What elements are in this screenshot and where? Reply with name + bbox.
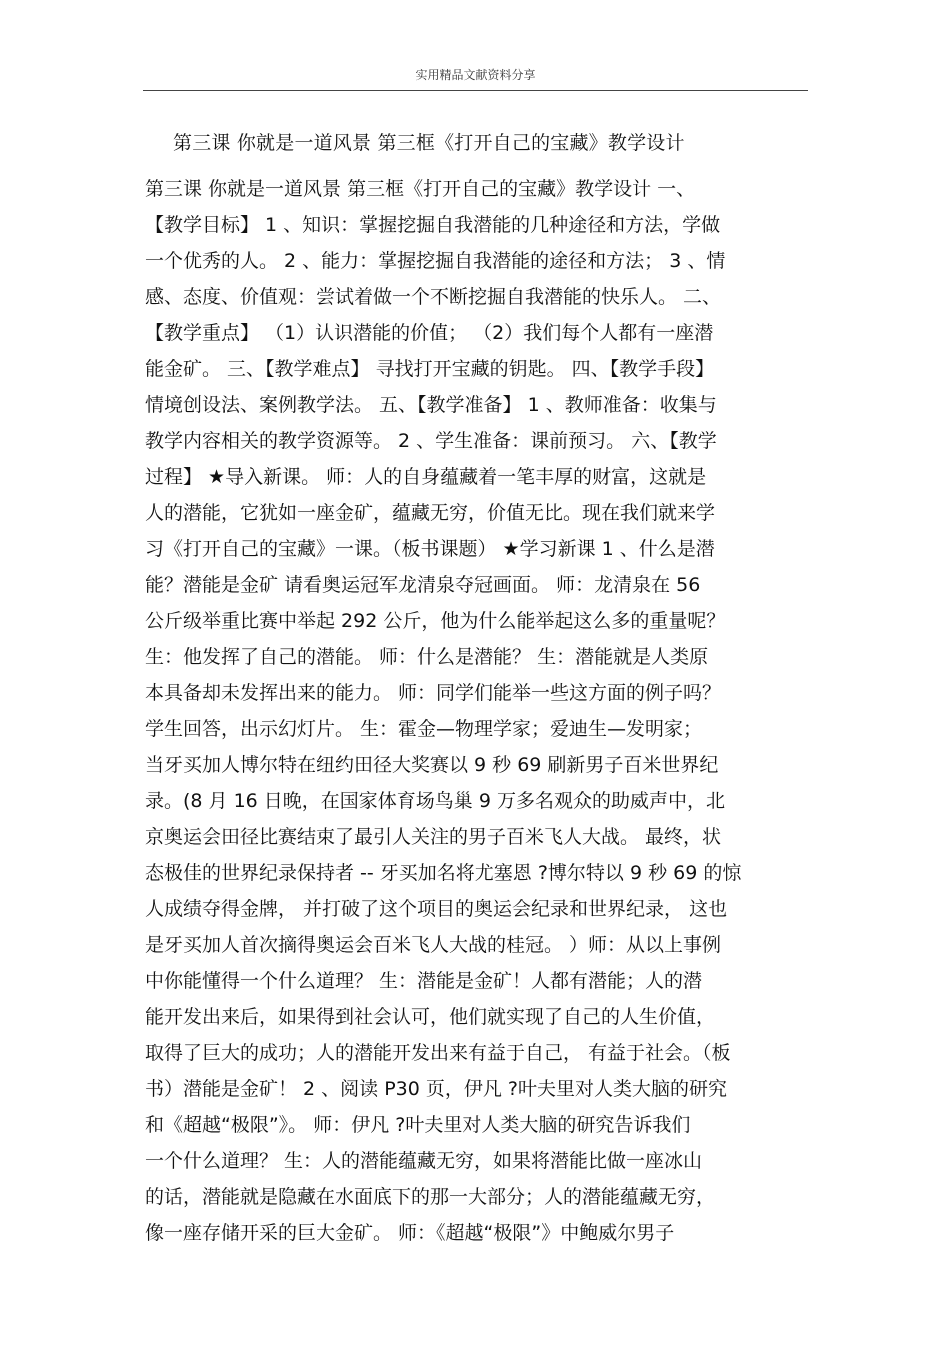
body-line: 京奥运会田径比赛结束了最引人关注的男子百米飞人大战。 最终，状 <box>145 826 722 848</box>
body-line: 一个什么道理？ 生：人的潜能蕴藏无穷，如果将潜能比做一座冰山 <box>145 1150 703 1172</box>
body-line: 一个优秀的人。 2 、能力：掌握挖掘自我潜能的途径和方法； 3 、情 <box>145 250 726 272</box>
page-header: 实用精品文献资料分享 <box>415 68 536 82</box>
body-line: 【教学重点】 （1）认识潜能的价值； （2）我们每个人都有一座潜 <box>145 322 714 344</box>
body-line: 本具备却未发挥出来的能力。 师：同学们能举一些这方面的例子吗？ <box>145 682 722 704</box>
body-line: 情境创设法、案例教学法。 五、【教学准备】 1 、教师准备：收集与 <box>145 394 717 416</box>
header-divider <box>143 90 808 91</box>
body-line: 能开发出来后，如果得到社会认可，他们就实现了自己的人生价值， <box>145 1006 716 1028</box>
body-line: 像一座存储开采的巨大金矿。 师：《超越“极限”》中鲍威尔男子 <box>145 1222 675 1244</box>
body-line: 取得了巨大的成功；人的潜能开发出来有益于自己， 有益于社会。（板 <box>145 1042 731 1064</box>
body-line: 态极佳的世界纪录保持者 -- 牙买加名将尤塞恩 ?博尔特以 9 秒 69 的惊 <box>145 862 742 884</box>
body-line: 录。(8 月 16 日晚，在国家体育场鸟巢 9 万多名观众的助威声中，北 <box>145 790 725 812</box>
body-line: 第三课 你就是一道风景 第三框《打开自己的宝藏》教学设计 一、 <box>145 178 696 200</box>
body-line: 教学内容相关的教学资源等。 2 、学生准备：课前预习。 六、【教学 <box>145 430 717 452</box>
body-line: 中你能懂得一个什么道理？ 生：潜能是金矿！人都有潜能；人的潜 <box>145 970 703 992</box>
body-line: 能？潜能是金矿 请看奥运冠军龙清泉夺冠画面。 师：龙清泉在 56 <box>145 574 701 596</box>
document-title: 第三课 你就是一道风景 第三框《打开自己的宝藏》教学设计 <box>173 132 685 154</box>
body-line: 当牙买加人博尔特在纽约田径大奖赛以 9 秒 69 刷新男子百米世界纪 <box>145 754 719 776</box>
body-line: 公斤级举重比赛中举起 292 公斤，他为什么能举起这么多的重量呢？ <box>145 610 726 632</box>
document-body <box>145 171 810 1251</box>
body-line: 学生回答，出示幻灯片。 生：霍金—物理学家；爱迪生—发明家； <box>145 718 703 740</box>
body-line: 书）潜能是金矿！ 2 、阅读 P30 页，伊凡 ?叶夫里对人类大脑的研究 <box>145 1078 728 1100</box>
body-line: 是牙买加人首次摘得奥运会百米飞人大战的桂冠。 ）师：从以上事例 <box>145 934 722 956</box>
body-line: 感、态度、价值观：尝试着做一个不断挖掘自我潜能的快乐人。 二、 <box>145 286 722 308</box>
body-line: 和《超越“极限”》。 师：伊凡 ?叶夫里对人类大脑的研究告诉我们 <box>145 1114 691 1136</box>
body-line: 的话，潜能就是隐藏在水面底下的那一大部分；人的潜能蕴藏无穷， <box>145 1186 716 1208</box>
body-line: 能金矿。 三、【教学难点】 寻找打开宝藏的钥匙。 四、【教学手段】 <box>145 358 715 380</box>
body-line: 过程】 ★导入新课。 师：人的自身蕴藏着一笔丰厚的财富，这就是 <box>145 466 707 488</box>
body-line: 人成绩夺得金牌， 并打破了这个项目的奥运会纪录和世界纪录， 这也 <box>145 898 728 920</box>
body-line: 【教学目标】 1 、知识：掌握挖掘自我潜能的几种途径和方法，学做 <box>145 214 721 236</box>
body-line: 生：他发挥了自己的潜能。 师：什么是潜能？ 生：潜能就是人类原 <box>145 646 709 668</box>
body-line: 人的潜能，它犹如一座金矿，蕴藏无穷，价值无比。现在我们就来学 <box>145 502 716 524</box>
body-line: 习《打开自己的宝藏》一课。（板书课题） ★学习新课 1 、什么是潜 <box>145 538 715 560</box>
